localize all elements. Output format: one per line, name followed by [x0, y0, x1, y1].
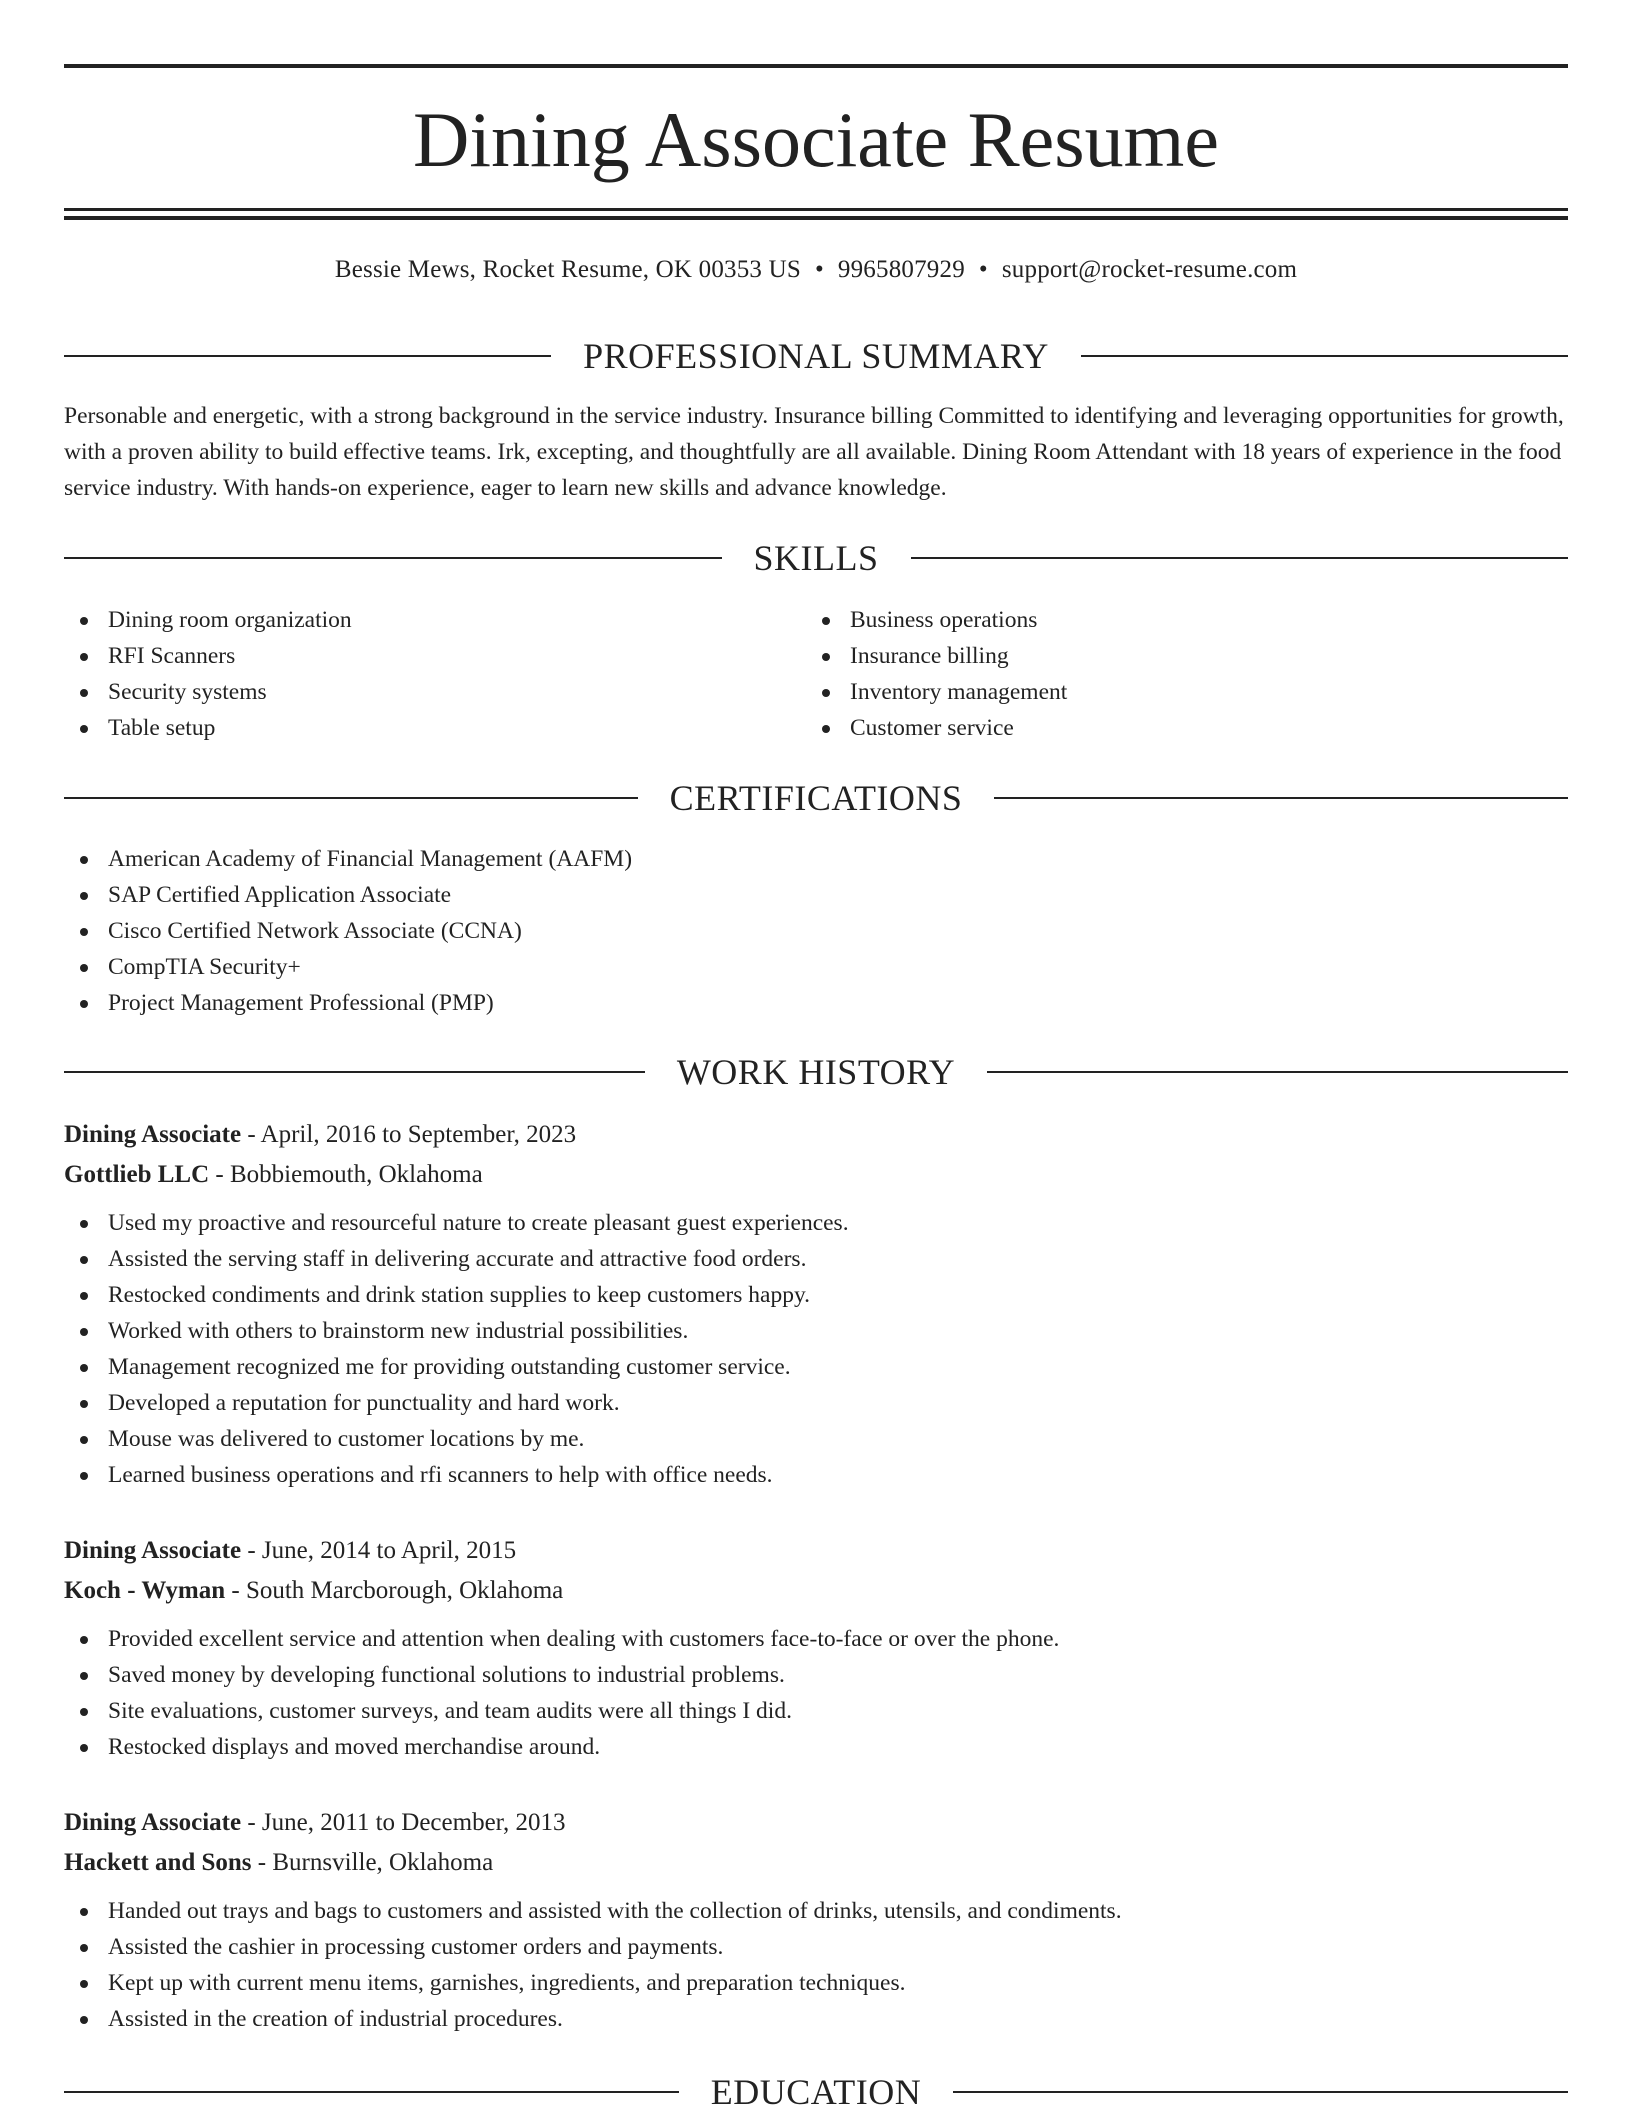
certification-item: Cisco Certified Network Associate (CCNA): [108, 918, 522, 944]
list-item: [64, 1657, 1568, 1693]
job-company: Hackett and Sons: [64, 1849, 252, 1876]
bullet-icon: [80, 653, 88, 661]
job-bullet-text: Assisted the cashier in processing customer orders and payments.: [108, 1934, 724, 1960]
skill-item: Customer service: [850, 715, 1014, 741]
bullet-icon: [80, 1292, 88, 1300]
list-item: [64, 1893, 1568, 1929]
skills-list-left: [64, 602, 764, 746]
list-item: [64, 1965, 1568, 2001]
divider: [64, 355, 551, 357]
divider: [953, 2091, 1568, 2093]
section-title-education: EDUCATION: [710, 2072, 922, 2112]
list-item: [806, 638, 1506, 674]
bullet-icon: [80, 1256, 88, 1264]
bullet-icon: [80, 1328, 88, 1336]
divider: [987, 1071, 1568, 1073]
job-bullet-text: Assisted in the creation of industrial procedures.: [108, 2006, 563, 2032]
contact-phone: 9965807929: [837, 256, 965, 283]
divider: [994, 797, 1568, 799]
bullet-icon: [822, 725, 830, 733]
list-item: [806, 602, 1506, 638]
bullet-icon: [80, 1472, 88, 1480]
job-bullet-text: Learned business operations and rfi scanners to help with office needs.: [108, 1462, 773, 1488]
job-bullet-text: Saved money by developing functional solutions to industrial problems.: [108, 1662, 785, 1688]
section-title-skills: SKILLS: [753, 538, 879, 578]
job-title-line: [64, 1531, 1568, 1571]
job-bullet-text: Management recognized me for providing outstanding customer service.: [108, 1354, 791, 1380]
job-company: Koch - Wyman: [64, 1577, 226, 1604]
divider: [1081, 355, 1568, 357]
job-bullet-text: Mouse was delivered to customer locations by me.: [108, 1426, 585, 1452]
list-item: [64, 674, 764, 710]
bullet-icon: [80, 689, 88, 697]
bullet-icon: [80, 928, 88, 936]
contact-separator: •: [978, 256, 988, 283]
list-item: [64, 1205, 1568, 1241]
section-heading-summary: [64, 332, 1568, 380]
job-bullet-text: Provided excellent service and attention when dealing with customers face-to-face or over the phone.: [108, 1626, 1060, 1652]
section-heading-skills: [64, 534, 1568, 582]
bullet-icon: [80, 1980, 88, 1988]
job-company-line: [64, 1155, 1568, 1195]
list-item: [806, 710, 1506, 746]
job-bullet-text: Developed a reputation for punctuality and hard work.: [108, 1390, 620, 1416]
bullet-icon: [80, 1708, 88, 1716]
section-title-certifications: CERTIFICATIONS: [669, 778, 963, 818]
job-location: - Burnsville, Oklahoma: [251, 1849, 494, 1876]
contact-line: [64, 252, 1568, 288]
certification-item: SAP Certified Application Associate: [108, 882, 452, 908]
skill-item: Business operations: [850, 607, 1038, 633]
section-heading-certifications: [64, 774, 1568, 822]
skill-item: Inventory management: [850, 679, 1068, 705]
divider: [64, 797, 638, 799]
section-heading-work-history: [64, 1048, 1568, 1096]
job-title-line: [64, 1803, 1568, 1843]
skill-item: Dining room organization: [108, 607, 352, 633]
resume-title: Dining Associate Resume: [413, 96, 1219, 183]
job-company-line: [64, 1571, 1568, 1611]
list-item: [64, 1313, 1568, 1349]
certification-item: Project Management Professional (PMP): [108, 990, 494, 1016]
list-item: [64, 949, 632, 985]
bullet-icon: [80, 964, 88, 972]
list-item: [64, 1421, 1568, 1457]
skill-item: RFI Scanners: [108, 643, 236, 669]
bullet-icon: [80, 2016, 88, 2024]
job-bullet-text: Kept up with current menu items, garnishes, ingredients, and preparation techniques.: [108, 1970, 906, 1996]
bullet-icon: [80, 1908, 88, 1916]
bullet-icon: [822, 689, 830, 697]
skill-item: Insurance billing: [850, 643, 1009, 669]
list-item: [64, 985, 632, 1021]
bullet-icon: [80, 1436, 88, 1444]
job-dates: - June, 2011 to December, 2013: [241, 1809, 566, 1836]
list-item: [64, 1241, 1568, 1277]
list-item: [64, 841, 632, 877]
divider: [64, 557, 722, 559]
job-entry: [64, 1803, 1568, 2037]
list-item: [64, 877, 632, 913]
list-item: [64, 1729, 1568, 1765]
job-title: Dining Associate: [64, 1537, 242, 1564]
certification-item: CompTIA Security+: [108, 954, 301, 980]
list-item: [64, 2001, 1568, 2037]
bullet-icon: [80, 1744, 88, 1752]
contact-separator: •: [814, 256, 824, 283]
list-item: [64, 913, 632, 949]
bullet-icon: [80, 725, 88, 733]
top-rule: [64, 64, 1568, 68]
section-title-summary: PROFESSIONAL SUMMARY: [583, 336, 1049, 376]
certifications-list: [64, 841, 632, 1021]
list-item: [64, 1277, 1568, 1313]
divider: [64, 1071, 645, 1073]
contact-email: support@rocket-resume.com: [1001, 256, 1298, 283]
bullet-icon: [80, 892, 88, 900]
job-bullets: [64, 1621, 1568, 1765]
job-entry: [64, 1531, 1568, 1765]
list-item: [64, 602, 764, 638]
title-double-rule: [64, 208, 1568, 220]
job-entry: [64, 1115, 1568, 1493]
job-bullet-text: Used my proactive and resourceful nature to create pleasant guest experiences.: [108, 1210, 849, 1236]
list-item: [64, 1457, 1568, 1493]
job-bullets: [64, 1893, 1568, 2037]
list-item: [64, 1693, 1568, 1729]
list-item: [64, 1621, 1568, 1657]
list-item: [64, 710, 764, 746]
job-bullet-text: Restocked condiments and drink station supplies to keep customers happy.: [108, 1282, 811, 1308]
skill-item: Table setup: [108, 715, 216, 741]
divider: [64, 2091, 679, 2093]
bullet-icon: [80, 617, 88, 625]
job-bullet-text: Worked with others to brainstorm new industrial possibilities.: [108, 1318, 689, 1344]
job-company: Gottlieb LLC: [64, 1161, 210, 1188]
summary-text: Personable and energetic, with a strong background in the service industry. Insurance billing Committed to identifying and leveraging opportunities for growth, with a proven ability to build effective teams. Irk, excepting, and thoughtfully are all available. Dining Room Attendant with 18 years of experience in the food service industry. With hands-on experience, eager to learn new skills and advance knowledge.: [64, 403, 1564, 501]
job-bullet-text: Restocked displays and moved merchandise around.: [108, 1734, 601, 1760]
job-title-line: [64, 1115, 1568, 1155]
bullet-icon: [80, 1636, 88, 1644]
bullet-icon: [80, 1944, 88, 1952]
job-bullets: [64, 1205, 1568, 1493]
job-dates: - April, 2016 to September, 2023: [241, 1121, 577, 1148]
section-heading-education: [64, 2068, 1568, 2116]
bullet-icon: [80, 1220, 88, 1228]
list-item: [64, 638, 764, 674]
job-location: - South Marcborough, Oklahoma: [225, 1577, 564, 1604]
divider: [911, 557, 1569, 559]
certification-item: American Academy of Financial Management (AAFM): [108, 846, 633, 872]
bullet-icon: [80, 1672, 88, 1680]
bullet-icon: [822, 653, 830, 661]
bullet-icon: [822, 617, 830, 625]
job-title: Dining Associate: [64, 1121, 242, 1148]
list-item: [806, 674, 1506, 710]
job-bullet-text: Site evaluations, customer surveys, and team audits were all things I did.: [108, 1698, 792, 1724]
job-bullet-text: Handed out trays and bags to customers and assisted with the collection of drinks, utensils, and condiments.: [108, 1898, 1122, 1924]
bullet-icon: [80, 1000, 88, 1008]
job-bullet-text: Assisted the serving staff in delivering accurate and attractive food orders.: [108, 1246, 807, 1272]
skill-item: Security systems: [108, 679, 267, 705]
contact-address: Bessie Mews, Rocket Resume, OK 00353 US: [334, 256, 801, 283]
list-item: [64, 1385, 1568, 1421]
list-item: [64, 1929, 1568, 1965]
job-title: Dining Associate: [64, 1809, 242, 1836]
bullet-icon: [80, 1400, 88, 1408]
list-item: [64, 1349, 1568, 1385]
bullet-icon: [80, 1364, 88, 1372]
bullet-icon: [80, 856, 88, 864]
skills-list-right: [806, 602, 1506, 746]
job-company-line: [64, 1843, 1568, 1883]
job-location: - Bobbiemouth, Oklahoma: [209, 1161, 483, 1188]
job-dates: - June, 2014 to April, 2015: [241, 1537, 517, 1564]
section-title-work-history: WORK HISTORY: [676, 1052, 956, 1092]
